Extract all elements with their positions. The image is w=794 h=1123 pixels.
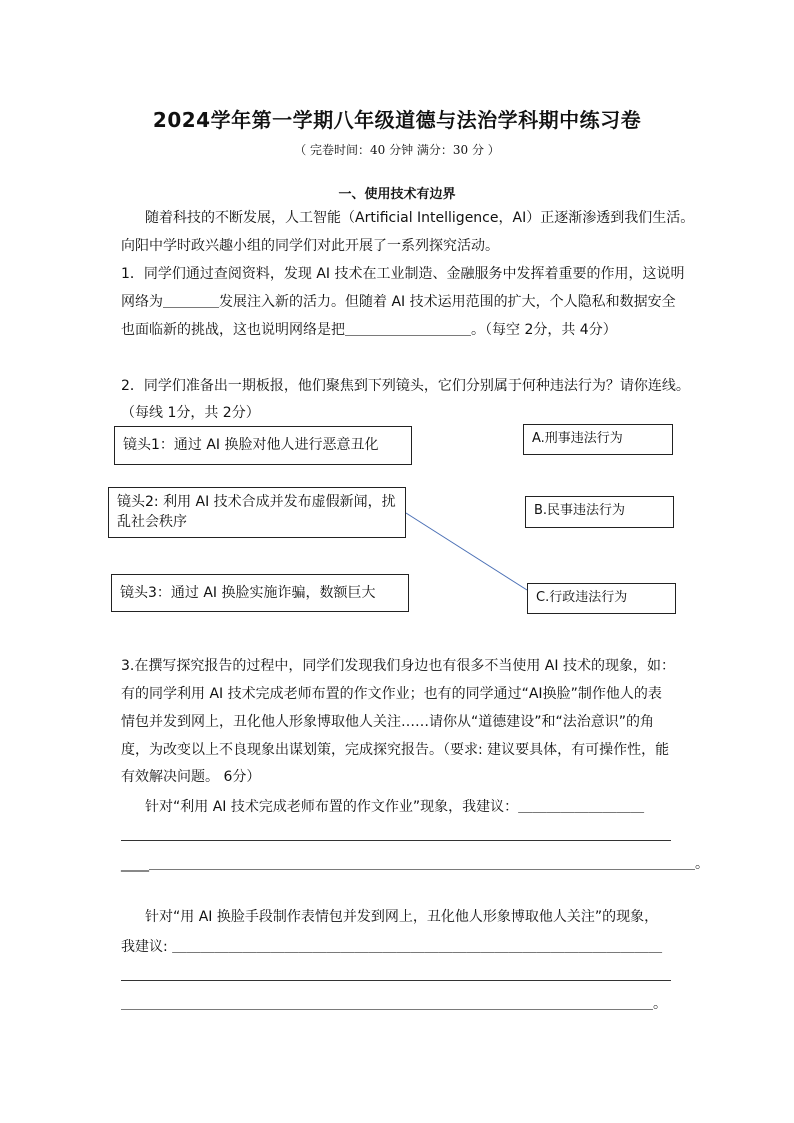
option-box-b-label: B.民事违法行为 — [534, 503, 626, 518]
q2-line-1: 2．同学们准备出一期板报，他们聚焦到下列镜头，它们分别属于何种违法行为？请你连线。 — [121, 378, 690, 394]
scene-box-1-label: 镜头1：通过 AI 换脸对他人进行恶意丑化 — [123, 437, 379, 453]
page-title: 2024学年第一学期八年级道德与法治学科期中练习卷 — [152, 108, 642, 132]
answer-line-1[interactable] — [121, 840, 671, 841]
option-box-c-label: C.行政违法行为 — [536, 590, 628, 605]
answer-line-2-end[interactable]: ＿＿＿＿＿＿＿＿＿＿＿＿＿＿＿＿＿＿＿＿＿＿＿＿＿＿＿＿＿＿＿＿＿＿＿＿＿＿。 — [121, 996, 667, 1012]
option-box-a-label: A.刑事违法行为 — [532, 431, 623, 446]
answer-line-1-end[interactable]: ____＿＿＿＿＿＿＿＿＿＿＿＿＿＿＿＿＿＿＿＿＿＿＿＿＿＿＿＿＿＿＿＿＿＿＿＿＿＿＿。 — [121, 856, 709, 872]
q3-line-4: 度，为改变以上不良现象出谋划策，完成探究报告。（要求: 建议要具体，有可操作性，能 — [121, 742, 670, 758]
scene-box-2-label: 镜头2: 利用 AI 技术合成并发布虚假新闻，扰乱社会秩序 — [117, 494, 396, 530]
q3-line-3: 情包并发到网上，丑化他人形象博取他人关注……请你从“道德建设”和“法治意识”的角 — [121, 714, 655, 730]
scene-box-3-label: 镜头3：通过 AI 换脸实施诈骗，数额巨大 — [120, 585, 376, 601]
section-heading: 一、使用技术有边界 — [338, 187, 456, 202]
q3-line-5: 有效解决问题。 6分） — [121, 769, 261, 785]
intro-line-1: 随着科技的不断发展，人工智能（Artificial Intelligence，AI）正逐渐渗透到我们生活。 — [145, 210, 695, 226]
exam-info: （ 完卷时间：40 分钟 满分：30 分 ） — [294, 143, 500, 157]
q1-line-1: 1．同学们通过查阅资料，发现 AI 技术在工业制造、金融服务中发挥着重要的作用，这说明 — [121, 266, 685, 282]
q3-line-2: 有的同学利用 AI 技术完成老师布置的作文作业；也有的同学通过“AI换脸”制作他人的表 — [121, 686, 662, 702]
q2-line-2: （每线 1分，共 2分） — [121, 405, 260, 421]
q1-line-3: 也面临新的挑战，这也说明网络是把＿＿＿＿＿＿＿＿＿。（每空 2分，共 4分） — [121, 322, 617, 338]
q1-line-2: 网络为＿＿＿＿发展注入新的活力。但随着 AI 技术运用范围的扩大，个人隐私和数据安全 — [121, 294, 676, 310]
q3-prompt-2b[interactable]: 我建议: ＿＿＿＿＿＿＿＿＿＿＿＿＿＿＿＿＿＿＿＿＿＿＿＿＿＿＿＿＿＿＿＿＿＿＿ — [121, 939, 663, 955]
q3-prompt-2a: 针对“用 AI 换脸手段制作表情包并发到网上，丑化他人形象博取他人关注”的现象， — [145, 909, 659, 925]
intro-line-2: 向阳中学时政兴趣小组的同学们对此开展了一系列探究活动。 — [121, 238, 499, 254]
scene2-to-c-line — [406, 513, 527, 590]
answer-line-2[interactable] — [121, 980, 671, 981]
q3-line-1: 3.在撰写探究报告的过程中，同学们发现我们身边也有很多不当使用 AI 技术的现象，如： — [121, 658, 675, 674]
q3-prompt-1: 针对“利用 AI 技术完成老师布置的作文作业”现象，我建议：＿＿＿＿＿＿＿＿＿ — [145, 799, 645, 815]
